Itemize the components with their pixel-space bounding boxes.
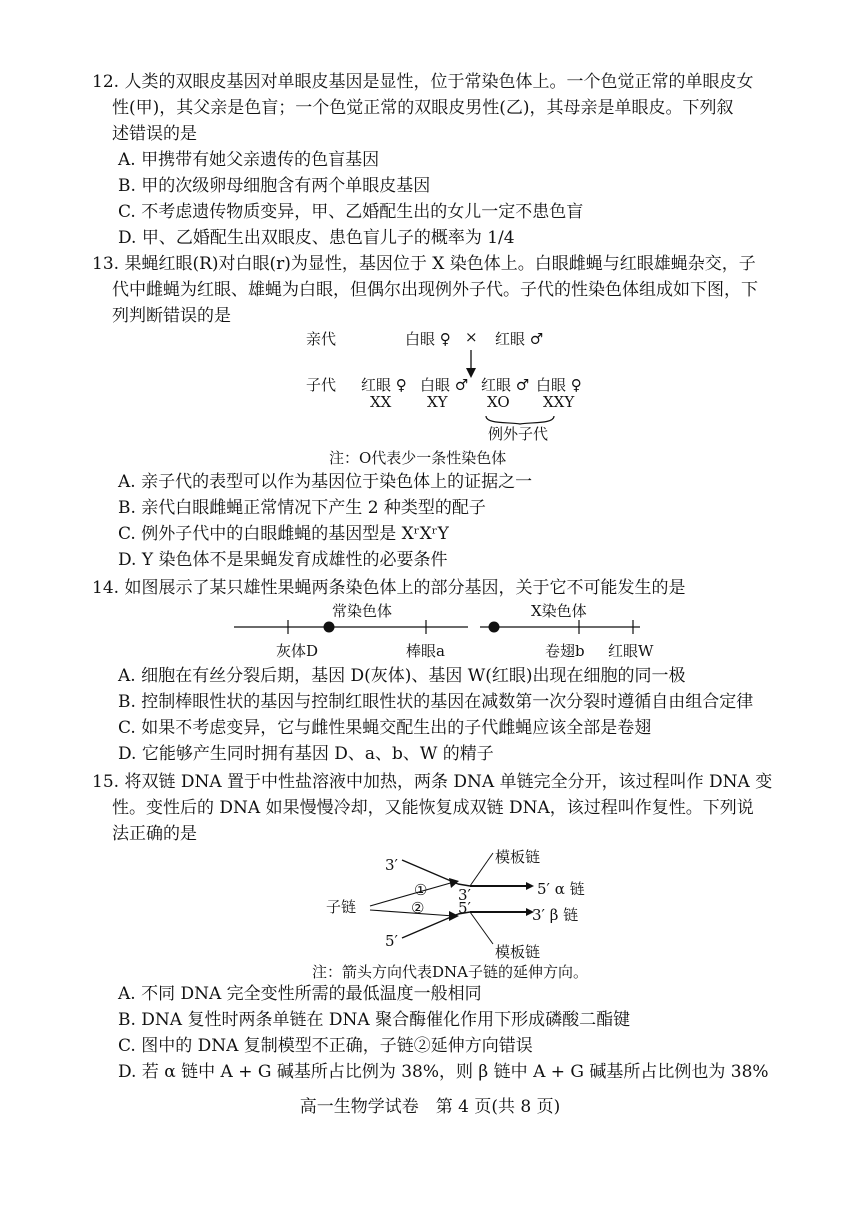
q14-option-c: C. 如果不考虑变异，它与雌性果蝇交配生出的子代雌蝇应该全部是卷翅 bbox=[118, 718, 652, 738]
lower-five-prime-label: 5′ bbox=[385, 932, 398, 950]
parent-female: 白眼 ♀ bbox=[405, 330, 451, 348]
q12-option-a: A. 甲携带有她父亲遗传的色盲基因 bbox=[118, 150, 380, 170]
offspring-3-genotype: XO bbox=[487, 393, 510, 411]
q15-diagram-note: 注：箭头方向代表DNA子链的延伸方向。 bbox=[312, 963, 588, 981]
gene-curly-wing: 卷翅b bbox=[545, 642, 585, 660]
gene-red-eye: 红眼W bbox=[608, 642, 654, 660]
gene-gray-body: 灰体D bbox=[276, 642, 319, 660]
q14-stem: 14. 如图展示了某只雄性果蝇两条染色体上的部分基因，关于它不可能发生的是 bbox=[92, 578, 686, 598]
q12-option-c: C. 不考虑遗传物质变异，甲、乙婚配生出的女儿一定不患色盲 bbox=[118, 202, 584, 222]
upper-three-prime-label: 3′ bbox=[385, 856, 398, 874]
q13-stem-line-3: 列判断错误的是 bbox=[112, 306, 231, 326]
offspring-2-genotype: XY bbox=[427, 393, 448, 411]
offspring-4-phenotype: 白眼 ♀ bbox=[536, 376, 582, 394]
q13-option-a: A. 亲子代的表型可以作为基因位于染色体上的证据之一 bbox=[118, 472, 533, 492]
offspring-4-genotype: XXY bbox=[543, 393, 575, 411]
autosome-label: 常染色体 bbox=[332, 602, 393, 620]
q12-stem-line-3: 述错误的是 bbox=[112, 124, 197, 144]
offspring-generation-label: 子代 bbox=[306, 376, 337, 394]
q12-option-d: D. 甲、乙婚配生出双眼皮、患色盲儿子的概率为 1/4 bbox=[118, 228, 515, 248]
offspring-1-phenotype: 红眼 ♀ bbox=[361, 376, 407, 394]
q12-option-b: B. 甲的次级卵母细胞含有两个单眼皮基因 bbox=[118, 176, 431, 196]
q13-option-d: D. Y 染色体不是果蝇发育成雄性的必要条件 bbox=[118, 550, 448, 570]
offspring-3-phenotype: 红眼 ♂ bbox=[481, 376, 530, 394]
q13-stem-line-2: 代中雌蝇为红眼、雄蝇为白眼，但偶尔出现例外子代。子代的性染色体组成如下图，下 bbox=[112, 280, 758, 300]
q14-option-d: D. 它能够产生同时拥有基因 D、a、b、W 的精子 bbox=[118, 744, 494, 764]
q14-option-a: A. 细胞在有丝分裂后期，基因 D(灰体)、基因 W(红眼)出现在细胞的同一极 bbox=[118, 666, 686, 686]
q14-option-b: B. 控制棒眼性状的基因与控制红眼性状的基因在减数第一次分裂时遵循自由组合定律 bbox=[118, 692, 754, 712]
daughter-strand-1-marker: ① bbox=[414, 881, 428, 899]
parent-male: 红眼 ♂ bbox=[495, 330, 544, 348]
upper-template-strand-label: 模板链 bbox=[495, 848, 541, 866]
q13-option-b: B. 亲代白眼雌蝇正常情况下产生 2 种类型的配子 bbox=[118, 498, 486, 518]
parent-generation-label: 亲代 bbox=[306, 330, 337, 348]
daughter-strand-label: 子链 bbox=[326, 898, 357, 916]
q15-stem-line-2: 性。变性后的 DNA 如果慢慢冷却，又能恢复成双链 DNA，该过程叫作复性。下列说 bbox=[112, 798, 754, 818]
middle-five-prime-label: 5′ bbox=[458, 899, 471, 917]
q15-option-d: D. 若 α 链中 A + G 碱基所占比例为 38%，则 β 链中 A + G 碱基所占比例也为 38% bbox=[118, 1062, 769, 1082]
middle-three-prime-label: 3′ bbox=[458, 886, 471, 904]
cross-symbol: × bbox=[465, 328, 478, 346]
q13-stem-line-1: 13. 果蝇红眼(R)对白眼(r)为显性，基因位于 X 染色体上。白眼雌蝇与红眼雄蝇杂交，子 bbox=[92, 254, 756, 274]
q12-stem-line-1: 12. 人类的双眼皮基因对单眼皮基因是显性，位于常染色体上。一个色觉正常的单眼皮女 bbox=[92, 72, 754, 92]
q15-option-a: A. 不同 DNA 完全变性所需的最低温度一般相同 bbox=[118, 984, 482, 1004]
page-footer: 高一生物学试卷 第 4 页(共 8 页) bbox=[299, 1097, 561, 1117]
q15-option-b: B. DNA 复性时两条单链在 DNA 聚合酶催化作用下形成磷酸二酯键 bbox=[118, 1010, 631, 1030]
offspring-1-genotype: XX bbox=[370, 393, 392, 411]
q15-stem-line-1: 15. 将双链 DNA 置于中性盐溶液中加热，两条 DNA 单链完全分开，该过程叫作 DNA 变 bbox=[92, 772, 773, 792]
beta-strand-label: 3′ β 链 bbox=[532, 906, 579, 924]
alpha-strand-label: 5′ α 链 bbox=[537, 880, 585, 898]
q13-option-c: C. 例外子代中的白眼雌蝇的基因型是 XʳXʳY bbox=[118, 524, 449, 544]
x-chromosome-label: X染色体 bbox=[531, 602, 587, 620]
exception-offspring-label: 例外子代 bbox=[488, 425, 549, 443]
lower-template-strand-label: 模板链 bbox=[495, 943, 541, 961]
daughter-strand-2-marker: ② bbox=[411, 899, 425, 917]
q12-stem-line-2: 性(甲)，其父亲是色盲；一个色觉正常的双眼皮男性(乙)，其母亲是单眼皮。下列叙 bbox=[112, 98, 734, 118]
q15-stem-line-3: 法正确的是 bbox=[112, 824, 197, 844]
gene-bar-eye: 棒眼a bbox=[406, 642, 445, 660]
q15-option-c: C. 图中的 DNA 复制模型不正确，子链②延伸方向错误 bbox=[118, 1036, 533, 1056]
offspring-2-phenotype: 白眼 ♂ bbox=[420, 376, 469, 394]
q13-diagram-note: 注：O代表少一条性染色体 bbox=[329, 449, 507, 467]
